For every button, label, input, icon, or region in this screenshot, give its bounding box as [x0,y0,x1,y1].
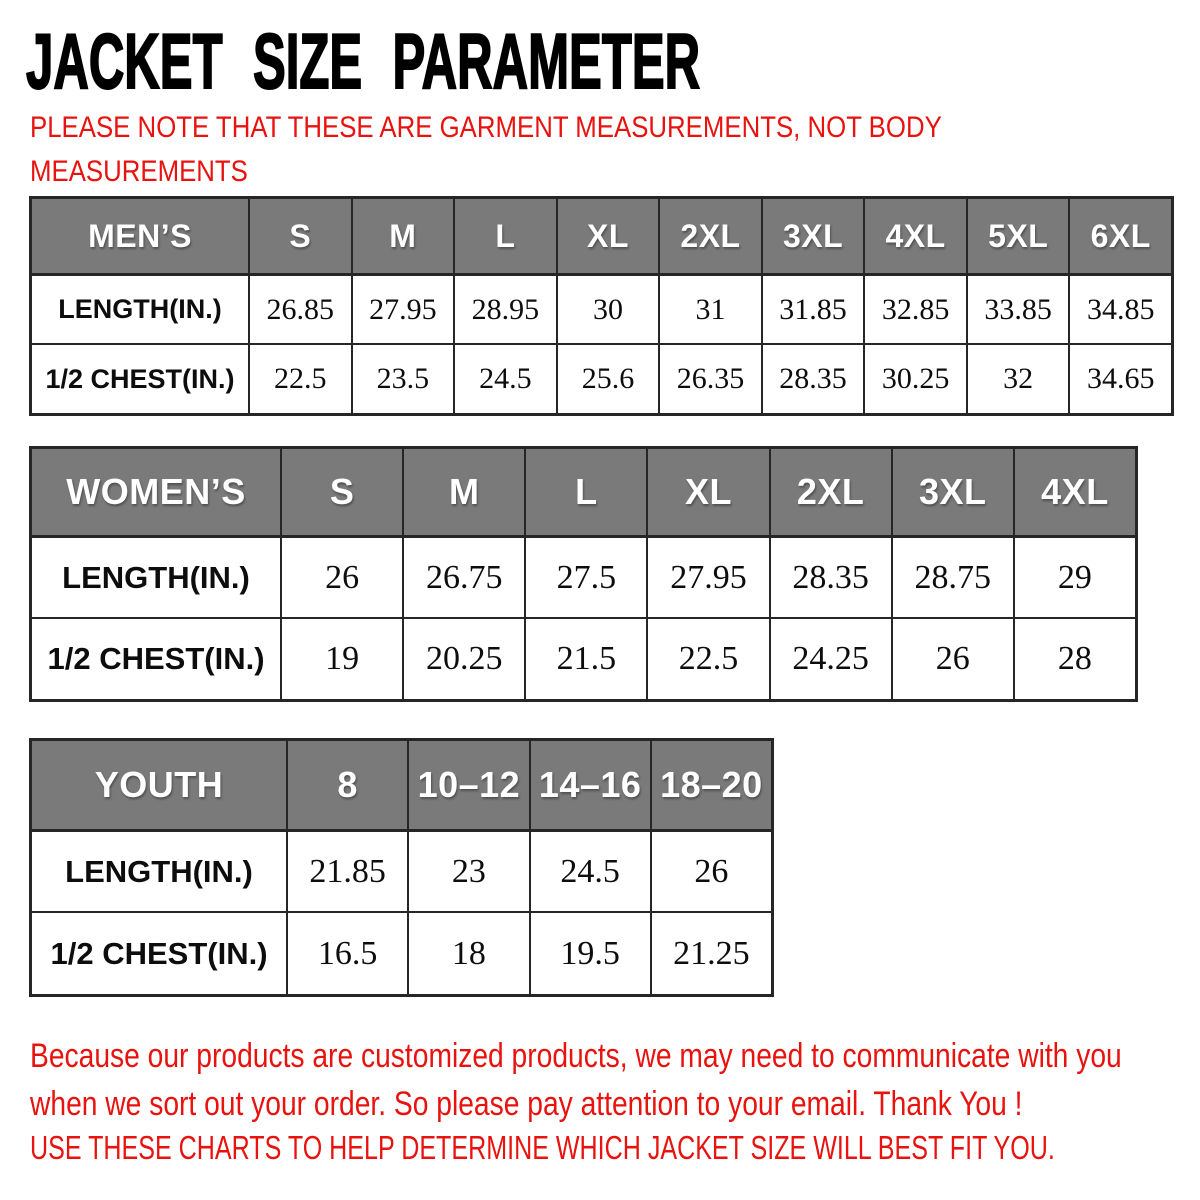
womens-value-r2-c5: 24.25 [769,617,891,699]
womens-value-r2-c2: 20.25 [402,617,524,699]
mens-size-header-1: S [248,199,351,273]
mens-value-r1-c5: 31 [658,273,761,343]
womens-category-header: WOMEN’S [32,449,280,535]
womens-size-header-5: 2XL [769,449,891,535]
mens-value-r1-c9: 34.85 [1068,273,1171,343]
youth-value-r1-c4: 26 [650,829,771,911]
mens-value-r1-c1: 26.85 [248,273,351,343]
womens-value-r1-c5: 28.35 [769,535,891,617]
womens-row-label-2: 1/2 CHEST(IN.) [32,617,280,699]
womens-value-r1-c4: 27.95 [646,535,768,617]
mens-value-r2-c4: 25.6 [556,343,659,413]
womens-value-r2-c6: 26 [891,617,1013,699]
youth-size-header-1: 8 [286,741,407,829]
womens-value-r1-c7: 29 [1013,535,1135,617]
mens-size-header-5: 2XL [658,199,761,273]
youth-value-r2-c1: 16.5 [286,911,407,994]
womens-value-r2-c3: 21.5 [524,617,646,699]
youth-row-label-1: LENGTH(IN.) [32,829,286,911]
garment-measurement-note [30,106,1090,194]
womens-value-r1-c2: 26.75 [402,535,524,617]
youth-value-r1-c1: 21.85 [286,829,407,911]
youth-value-r2-c2: 18 [407,911,528,994]
mens-value-r2-c8: 32 [966,343,1069,413]
chart-usage-note: USE THESE CHARTS TO HELP DETERMINE WHICH JACKET SIZE WILL BEST FIT YOU. [30,1129,1055,1166]
womens-size-header-6: 3XL [891,449,1013,535]
mens-row-label-2: 1/2 CHEST(IN.) [32,343,248,413]
youth-row-label-2: 1/2 CHEST(IN.) [32,911,286,994]
womens-size-header-7: 4XL [1013,449,1135,535]
womens-size-header-2: M [402,449,524,535]
mens-row-label-1: LENGTH(IN.) [32,273,248,343]
youth-value-r2-c4: 21.25 [650,911,771,994]
youth-category-header: YOUTH [32,741,286,829]
mens-size-header-9: 6XL [1068,199,1171,273]
mens-value-r1-c7: 32.85 [863,273,966,343]
mens-value-r2-c6: 28.35 [761,343,864,413]
womens-value-r1-c3: 27.5 [524,535,646,617]
mens-value-r2-c9: 34.65 [1068,343,1171,413]
mens-size-header-3: L [453,199,556,273]
youth-size-header-4: 18–20 [650,741,771,829]
womens-row-label-1: LENGTH(IN.) [32,535,280,617]
womens-value-r2-c4: 22.5 [646,617,768,699]
page-title: JACKET SIZE PARAMETER [26,17,701,105]
womens-value-r1-c1: 26 [280,535,402,617]
youth-size-table [29,738,774,997]
mens-value-r2-c3: 24.5 [453,343,556,413]
mens-value-r2-c1: 22.5 [248,343,351,413]
customization-notice-line1: Because our products are customized products, we may need to communicate with you [30,1037,1122,1075]
mens-value-r1-c4: 30 [556,273,659,343]
youth-value-r1-c2: 23 [407,829,528,911]
womens-size-header-4: XL [646,449,768,535]
mens-value-r2-c2: 23.5 [351,343,454,413]
womens-value-r2-c7: 28 [1013,617,1135,699]
mens-size-header-8: 5XL [966,199,1069,273]
youth-value-r2-c3: 19.5 [529,911,650,994]
mens-size-header-6: 3XL [761,199,864,273]
womens-size-header-3: L [524,449,646,535]
youth-size-header-2: 10–12 [407,741,528,829]
youth-value-r1-c3: 24.5 [529,829,650,911]
customization-notice [30,1032,1200,1128]
garment-measurement-note-line2: MEASUREMENTS [30,155,248,188]
womens-size-table [29,446,1138,702]
womens-size-header-1: S [280,449,402,535]
mens-value-r1-c6: 31.85 [761,273,864,343]
mens-value-r2-c5: 26.35 [658,343,761,413]
womens-value-r2-c1: 19 [280,617,402,699]
mens-value-r1-c3: 28.95 [453,273,556,343]
mens-size-header-4: XL [556,199,659,273]
mens-category-header: MEN’S [32,199,248,273]
youth-size-header-3: 14–16 [529,741,650,829]
mens-value-r1-c2: 27.95 [351,273,454,343]
mens-value-r1-c8: 33.85 [966,273,1069,343]
mens-size-header-7: 4XL [863,199,966,273]
garment-measurement-note-line1: PLEASE NOTE THAT THESE ARE GARMENT MEASUREMENTS, NOT BODY [30,111,942,144]
mens-size-table [29,196,1174,416]
womens-value-r1-c6: 28.75 [891,535,1013,617]
customization-notice-line2: when we sort out your order. So please pay attention to your email. Thank You ! [30,1085,1023,1123]
mens-value-r2-c7: 30.25 [863,343,966,413]
mens-size-header-2: M [351,199,454,273]
